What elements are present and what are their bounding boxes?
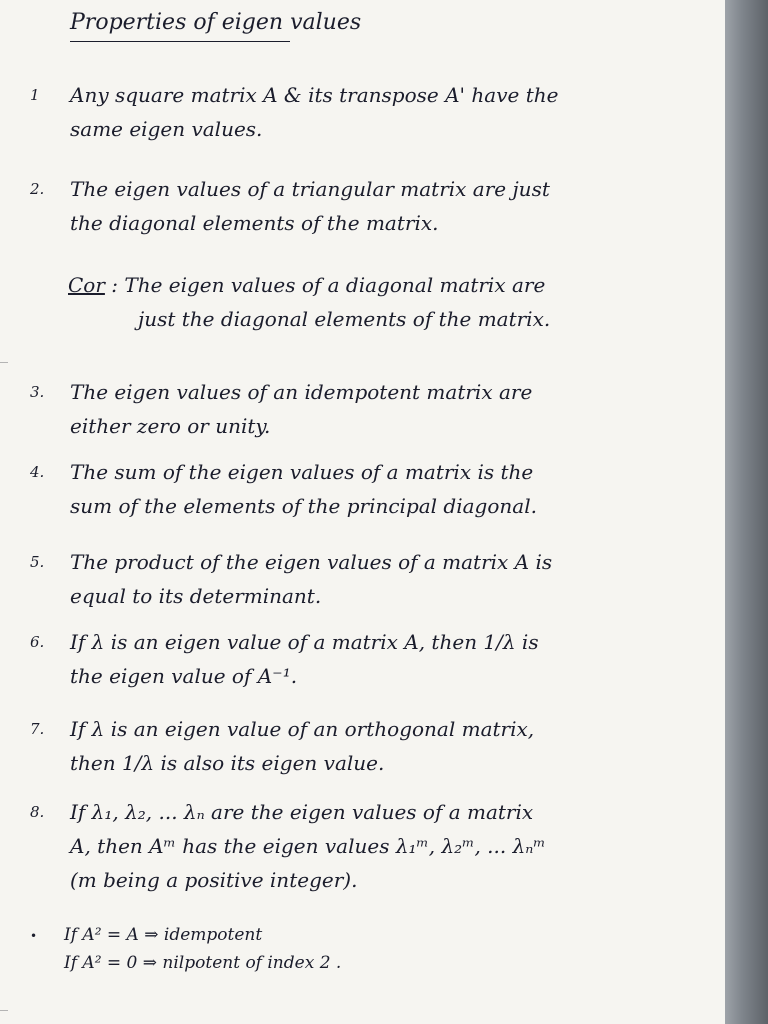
corollary-text: : The eigen values of a diagonal matrix are: [111, 273, 546, 297]
item-text-line: then 1/λ is also its eigen value.: [70, 751, 385, 775]
item-text-line: The product of the eigen values of a matrix A is: [70, 550, 553, 574]
item-number: 8.: [30, 803, 45, 821]
item-text-line: the diagonal elements of the matrix.: [70, 211, 439, 235]
item-text-line: The sum of the eigen values of a matrix is the: [70, 460, 534, 484]
property-item-5: [30, 545, 720, 613]
item-text-line: Any square matrix A & its transpose A' have the: [70, 83, 559, 107]
item-number: 1: [30, 86, 40, 104]
item-text-line: the eigen value of A⁻¹.: [70, 664, 298, 688]
note-nilpotent: [30, 950, 341, 976]
property-item-2: [30, 172, 720, 240]
note-idempotent: [30, 922, 262, 949]
property-item-1: [30, 78, 720, 146]
note-text: If A² = 0 ⇒ nilpotent of index 2 .: [64, 953, 342, 973]
item-text-line: equal to its determinant.: [70, 584, 322, 608]
corollary-line: [68, 268, 718, 302]
item-text-line: either zero or unity.: [70, 414, 271, 438]
note-text: If A² = A ⇒ idempotent: [64, 925, 263, 945]
item-number: 7.: [30, 720, 45, 738]
item-number: 4.: [30, 463, 45, 481]
item-text-line: A, then Aᵐ has the eigen values λ₁ᵐ, λ₂ᵐ, ... λₙᵐ: [70, 834, 546, 858]
title-underline: [70, 41, 290, 42]
item-number: 6.: [30, 633, 45, 651]
property-item-3: [30, 375, 720, 443]
property-item-6: [30, 625, 720, 693]
margin-tick: [0, 1010, 8, 1011]
corollary: [68, 268, 718, 336]
item-text-line: same eigen values.: [70, 117, 263, 141]
item-text-line: (m being a positive integer).: [70, 868, 358, 892]
item-number: 5.: [30, 553, 45, 571]
property-item-8: [30, 795, 720, 897]
note-bullet: •: [30, 929, 38, 943]
binder-spine: [725, 0, 768, 1024]
item-text-line: The eigen values of an idempotent matrix are: [70, 380, 533, 404]
item-number: 3.: [30, 383, 45, 401]
item-text-line: sum of the elements of the principal diagonal.: [70, 494, 537, 518]
margin-tick: [0, 362, 8, 363]
property-item-4: [30, 455, 720, 523]
item-number: 2.: [30, 180, 45, 198]
corollary-line: just the diagonal elements of the matrix.: [138, 307, 551, 331]
item-text-line: If λ is an eigen value of a matrix A, then 1/λ is: [70, 630, 539, 654]
item-text-line: The eigen values of a triangular matrix are just: [70, 177, 550, 201]
property-item-7: [30, 712, 720, 780]
item-text-line: If λ is an eigen value of an orthogonal matrix,: [70, 717, 535, 741]
corollary-label: Cor: [68, 273, 105, 297]
page-title: Properties of eigen values: [70, 10, 362, 35]
item-text-line: If λ₁, λ₂, ... λₙ are the eigen values of a matrix: [70, 800, 534, 824]
